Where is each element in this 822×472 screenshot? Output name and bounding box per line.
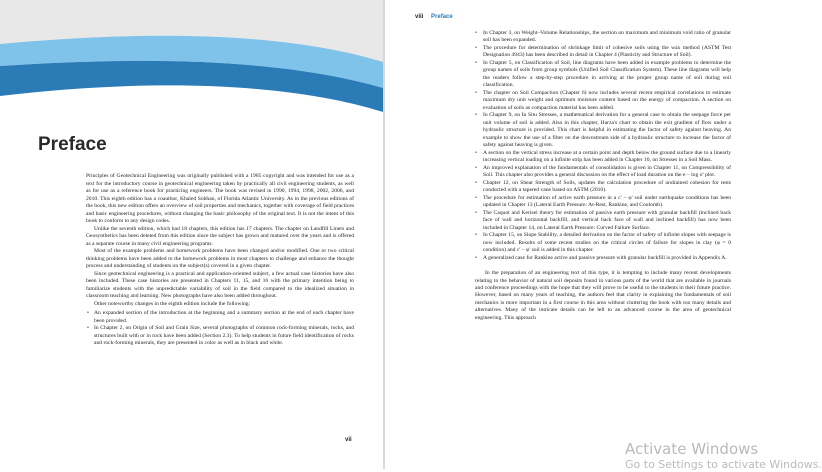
list-item: • The Caquot and Kerisel theory for estimation of passive earth pressure with granular backfill (inclined back face of wall and horizontal backfill, and vertical back face of wall and inclined backfill) has now been included in Chapter 14, on Lateral Earth Pressure: Curved Failure Surface. xyxy=(483,210,731,232)
decorative-swoosh xyxy=(0,0,383,135)
list-item: • The procedure for determination of shrinkage limit of cohesive soils using the wax method (ASTM Test Designation 4943) has been described in detail in Chapter 4 (Plasticity and Structure of Soil). xyxy=(483,45,731,60)
list-item: • An improved explanation of the fundamentals of consolidation is given in Chapter 11, on Compressibility of Soil. This chapter also provides a general discussion on the effect of load duration on the e – log σ' plot. xyxy=(483,165,731,180)
list-item: • In Chapter 5, on Classification of Soil, line diagrams have been added in example problems to determine the group names of soils from group symbols (Unified Soil Classification System). These line diagrams will help the readers follow a step-by-step procedure in arriving at the proper group name of soil during soil classification. xyxy=(483,60,731,90)
page-number: vii xyxy=(345,437,352,443)
right-page xyxy=(385,0,768,469)
list-item: • The procedure for estimation of active earth pressure in a c' – φ' soil under earthquake conditions has been updated in Chapter 13 (Lateral Earth Pressure: At-Rest, Rankine, and Coulomb). xyxy=(483,195,731,210)
paragraph: Unlike the seventh edition, which had 18 chapters, this edition has 17 chapters. The chapter on Landfill Liners and Geosynthetics has been deleted from this edition since the subject has grown and matured over the years and is offered as a separate course in many civil engineering programs. xyxy=(86,225,354,247)
paragraph: Principles of Geotechnical Engineering was originally published with a 1985 copyright and was intended for use as a text for the introductory course in geotechnical engineering taken by practically all civil engineering students, as well as for use as a reference book for practicing engineers. The book was revised in 1990, 1994, 1998, 2002, 2006, and 2010. This eighth edition has a coauthor, Khaled Sobhan, of Florida Atlantic University. As in the previous editions of the book, this new edition offers an overview of soil properties and mechanics, together with coverage of field practices and basic engineering procedures, without changing the basic philosophy of the original text. It is not the intent of this book to conform to any design codes. xyxy=(86,173,354,224)
list-item: • In Chapter 3, on Weight–Volume Relationships, the section on maximum and minimum void ratio of granular soil has been expanded. xyxy=(483,30,731,45)
page-number: viii xyxy=(415,14,424,20)
list-item: • A section on the vertical stress increase at a certain point and depth below the ground surface due to a linearly increasing vertical loading on a infinite strip has been added in Chapter 10, on Stresses in a Soil Mass. xyxy=(483,150,731,165)
paragraph: Most of the example problems and homework problems have been changed and/or modified. One or two critical thinking problems have been added to the homework problems in most chapters to challenge and enhance the thought process and understanding of students on the subject(s) covered in a given chapter. xyxy=(86,248,354,269)
bullet-list xyxy=(483,30,731,262)
closing-paragraph: In the preparation of an engineering text of this type, it is tempting to include many recent developments relating to the behavior of natural soil deposits found in various parts of the world that are available in journals and conference proceedings with the hope that they will prove to be useful to the students in their future practice. However, based on many years of teaching, the authors feel that clarity in explaining the fundamentals of soil mechanics is more important in a first course in this area without cluttering the book with too many details and alternatives. Many of the intricate details can be left to an advanced course in the area of geotechnical engineering. This approach xyxy=(475,270,731,321)
left-body-text xyxy=(86,173,354,348)
watermark-line-2: Go to Settings to activate Windows. xyxy=(625,458,822,471)
running-head xyxy=(415,14,453,20)
watermark-line-1: Activate Windows xyxy=(625,440,759,458)
list-item: • A generalized case for Rankine active and passive pressure with granular backfill is provided in Appendix A. xyxy=(483,255,731,262)
list-item: • In Chapter 2, on Origin of Soil and Grain Size, several photographs of common rock-forming minerals, rocks, and structures built with or in rock have been added (Section 2.3). To help students in future field identification of rocks and rock-forming minerals, they are presented in color as well as in black and white. xyxy=(94,325,354,348)
left-page xyxy=(0,0,383,469)
list-item: • The chapter on Soil Compaction (Chapter 6) now includes several recent empirical correlations to estimate maximum dry unit weight and optimum moisture content based on the energy of compaction. A section on evaluation of soils as compaction material has been added. xyxy=(483,90,731,112)
activation-watermark xyxy=(625,440,822,472)
paragraph: Since geotechnical engineering is a practical and application-oriented subject, a few actual case histories have also been included. These case histories are presented in Chapters 11, 15, and 16 with the primary intention being to familiarize students with the unpredictable variability of soil in the field compared to the idealized situation in classroom teaching and learning. New photographs have also been added throughout. xyxy=(86,270,354,299)
list-item: • An expanded section of the introduction at the beginning and a summary section at the end of each chapter have been provided. xyxy=(94,310,354,325)
page-title: Preface xyxy=(38,134,107,155)
running-head-title: Preface xyxy=(431,14,453,20)
list-item: • In Chapter 9, on In Situ Stresses, a mathematical derivation for a general case to obtain the seepage force per unit volume of soil is added. Also in this chapter, Harza's chart to obtain the exit gradient of flow under a hydraulic structure is provided. This chart is helpful in estimating the factor of safety against heaving. An example to show the use of a filter on the downstream side of a hydraulic structure to increase the factor of safety against heaving is given. xyxy=(483,112,731,149)
list-item: • In Chapter 15, on Slope Stability, a detailed derivation on the factor of safety of infinite slopes with seepage is now included. Results of some recent studies on the critical circles of failure for slopes in clay (φ = 0 condition) and c' – φ' soil is added in this chapter. xyxy=(483,232,731,254)
list-item: • Chapter 12, on Shear Strength of Soils, updates the calculation procedure of undrained cohesion for tests conducted with a tapered vane based on ASTM (2010). xyxy=(483,180,731,195)
bullet-list xyxy=(86,310,354,348)
right-body-text xyxy=(475,30,731,322)
paragraph: Other noteworthy changes in the eighth edition include the following: xyxy=(94,300,251,307)
